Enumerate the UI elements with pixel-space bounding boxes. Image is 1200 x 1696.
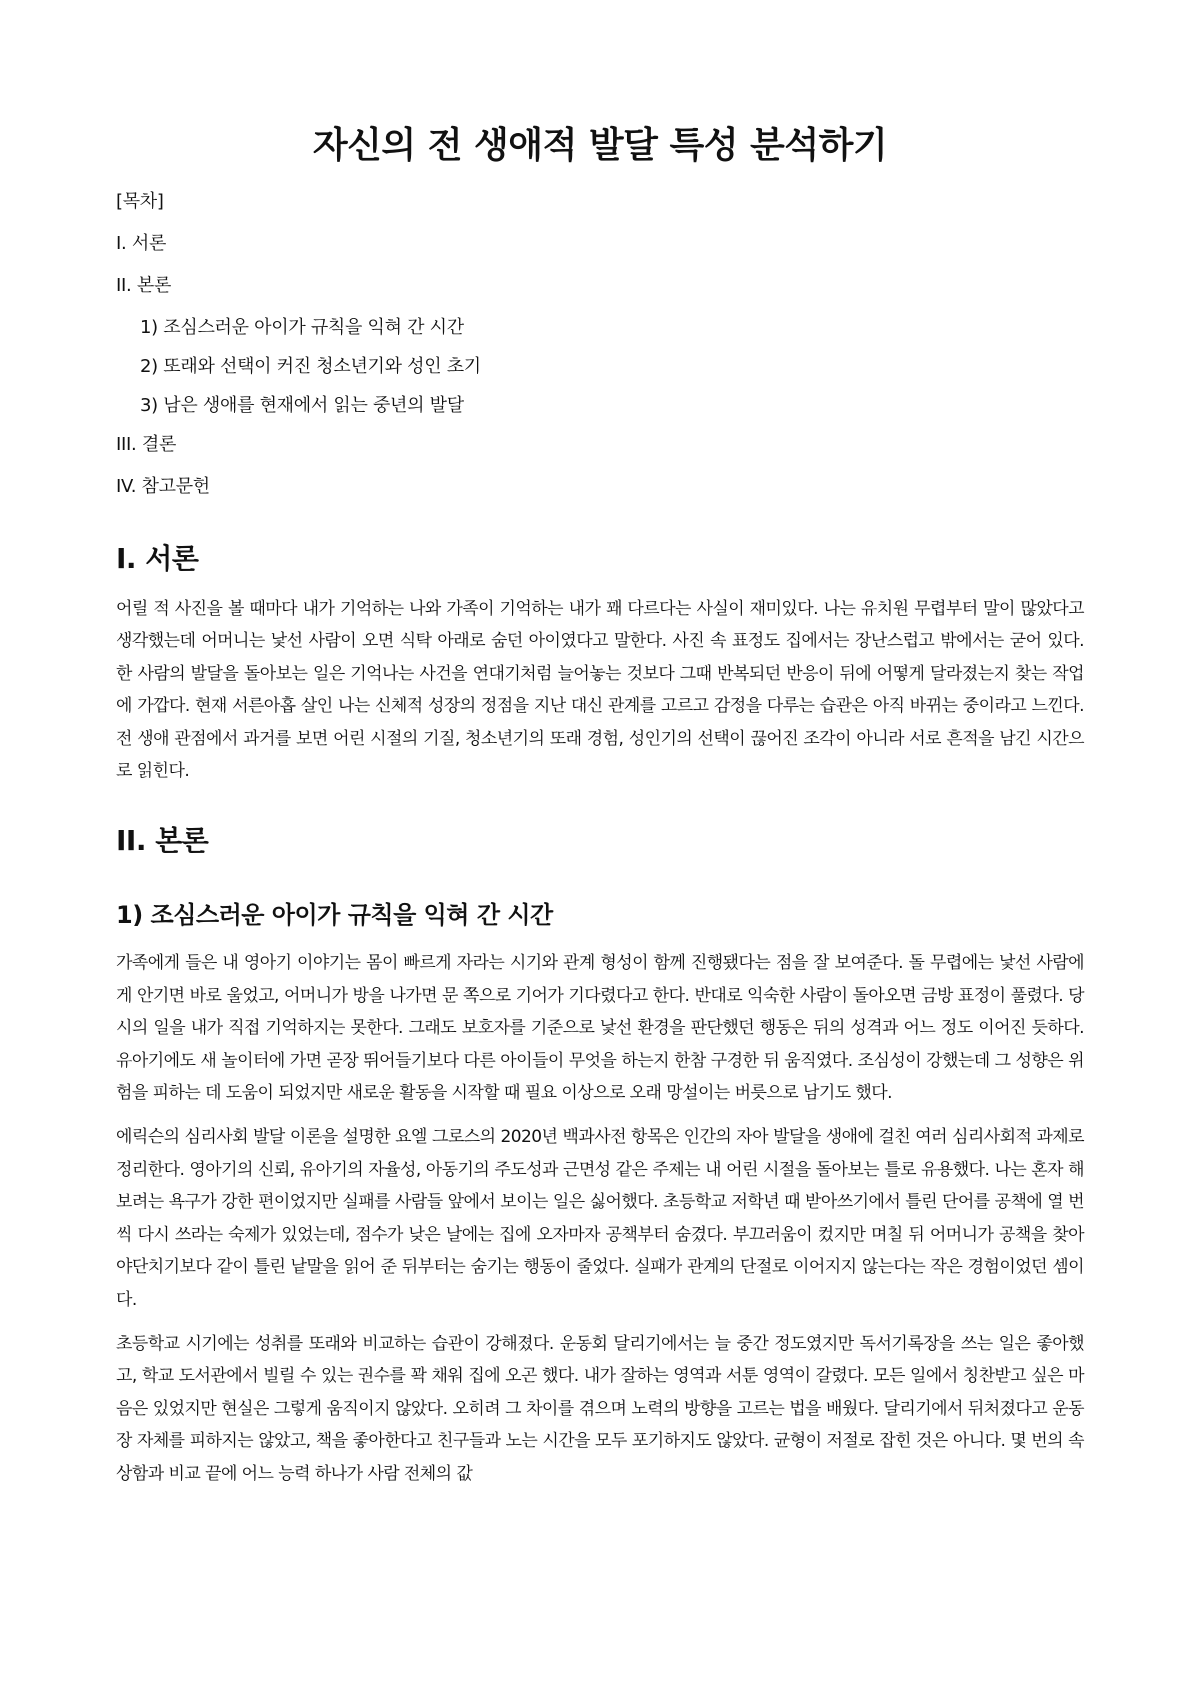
intro-paragraph: 어릴 적 사진을 볼 때마다 내가 기억하는 나와 가족이 기억하는 내가 꽤 다르다는 사실이 재미있다. 나는 유치원 무렵부터 말이 많았다고 생각했는데 어머니는 낯선 사람이 오면 식탁 아래로 숨던 아이였다고 말한다. 사진 속 표정도 집에서는 장난스럽고 밖에서는 굳어 있다. 한 사람의 발달을 돌아보는 일은 기억나는 사건을 연대기처럼 늘어놓는 것보다 그때 반복되던 반응이 뒤에 어떻게 달라졌는지 찾는 작업에 가깝다. 현재 서른아홉 살인 나는 신체적 성장의 정점을 지난 대신 관계를 고르고 감정을 다루는 습관은 아직 바뀌는 중이라고 느낀다. 전 생애 관점에서 과거를 보면 어린 시절의 기질, 청소년기의 또래 경험, 성인기의 선택이 끊어진 조각이 아니라 서로 흔적을 남긴 시간으로 읽힌다.: [116, 599, 1084, 782]
section-heading-body: II. 본론: [116, 824, 209, 858]
document-page: [116, 0, 1084, 1502]
toc-heading: [목차]: [116, 191, 164, 212]
document-title: 자신의 전 생애적 발달 특성 분석하기: [312, 125, 888, 166]
toc-item-references: IV. 참고문헌: [116, 476, 210, 497]
body-paragraph-2: 에릭슨의 심리사회 발달 이론을 설명한 요엘 그로스의 2020년 백과사전 항목은 인간의 자아 발달을 생애에 걸친 여러 심리사회적 과제로 정리한다. 영아기의 신뢰, 유아기의 자율성, 아동기의 주도성과 근면성 같은 주제는 내 어린 시절을 돌아보는 틀로 유용했다. 나는 혼자 해보려는 욕구가 강한 편이었지만 실패를 사람들 앞에서 보이는 일은 싫어했다. 초등학교 저학년 때 받아쓰기에서 틀린 단어를 공책에 열 번씩 다시 쓰라는 숙제가 있었는데, 점수가 낮은 날에는 집에 오자마자 공책부터 숨겼다. 부끄러움이 컸지만 며칠 뒤 어머니가 공책을 찾아 야단치기보다 같이 틀린 낱말을 읽어 준 뒤부터는 숨기는 행동이 줄었다. 실패가 관계의 단절로 이어지지 않는다는 작은 경험이었던 셈이다.: [116, 1127, 1084, 1310]
body-paragraph-3: 초등학교 시기에는 성취를 또래와 비교하는 습관이 강해졌다. 운동회 달리기에서는 늘 중간 정도였지만 독서기록장을 쓰는 일은 좋아했고, 학교 도서관에서 빌릴 수 있는 권수를 꽉 채워 집에 오곤 했다. 내가 잘하는 영역과 서툰 영역이 갈렸다. 모든 일에서 칭찬받고 싶은 마음은 있었지만 현실은 그렇게 움직이지 않았다. 오히려 그 차이를 겪으며 노력의 방향을 고르는 법을 배웠다. 달리기에서 뒤처졌다고 운동장 자체를 피하지는 않았고, 책을 좋아한다고 친구들과 노는 시간을 모두 포기하지도 않았다. 균형이 저절로 잡힌 것은 아니다. 몇 번의 속상함과 비교 끝에 어느 능력 하나가 사람 전체의 값: [116, 1333, 1084, 1484]
toc-item-body-sub1: 1) 조심스러운 아이가 규칙을 익혀 간 시간: [140, 317, 464, 338]
toc-item-conclusion: III. 결론: [116, 434, 177, 455]
section-heading-intro: I. 서론: [116, 542, 199, 575]
toc-item-body-sub2: 2) 또래와 선택이 커진 청소년기와 성인 초기: [140, 356, 481, 377]
toc-item-body-sub3: 3) 남은 생애를 현재에서 읽는 중년의 발달: [140, 395, 464, 416]
body-paragraph-1: 가족에게 들은 내 영아기 이야기는 몸이 빠르게 자라는 시기와 관계 형성이 함께 진행됐다는 점을 잘 보여준다. 돌 무렵에는 낯선 사람에게 안기면 바로 울었고, 어머니가 방을 나가면 문 쪽으로 기어가 기다렸다고 한다. 반대로 익숙한 사람이 돌아오면 금방 표정이 풀렸다. 당시의 일을 내가 직접 기억하지는 못한다. 그래도 보호자를 기준으로 낯선 환경을 판단했던 행동은 뒤의 성격과 어느 정도 이어진 듯하다. 유아기에도 새 놀이터에 가면 곧장 뛰어들기보다 다른 아이들이 무엇을 하는지 한참 구경한 뒤 움직였다. 조심성이 강했는데 그 성향은 위험을 피하는 데 도움이 되었지만 새로운 활동을 시작할 때 필요 이상으로 오래 망설이는 버릇으로 남기도 했다.: [116, 953, 1084, 1104]
subsection-heading-1: 1) 조심스러운 아이가 규칙을 익혀 간 시간: [116, 901, 553, 930]
table-of-contents: [116, 190, 1084, 499]
toc-item-intro: I. 서론: [116, 233, 167, 254]
toc-item-body: II. 본론: [116, 275, 172, 296]
